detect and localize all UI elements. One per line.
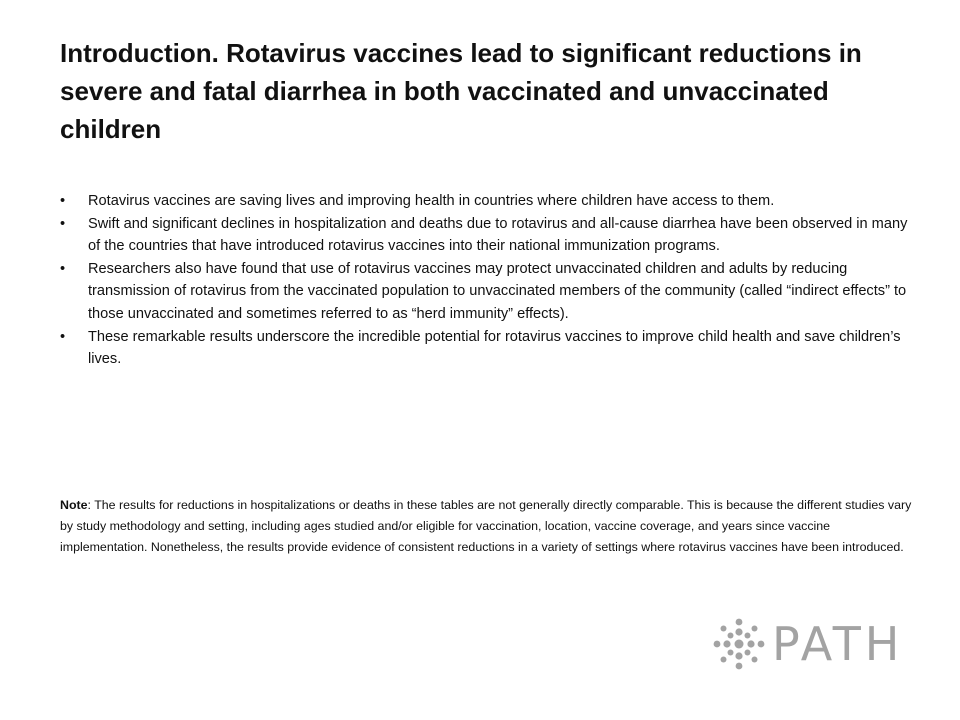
path-logo bbox=[712, 616, 912, 672]
note-label: Note bbox=[60, 498, 88, 512]
bullet-item bbox=[60, 326, 920, 371]
bullet-text: Rotavirus vaccines are saving lives and improving health in countries where children have access to them. bbox=[88, 193, 775, 209]
bullet-list bbox=[60, 190, 920, 371]
bullet-glyph: • bbox=[60, 260, 66, 277]
note-paragraph bbox=[60, 495, 920, 558]
bullet-text: Researchers also have found that use of rotavirus vaccines may protect unvaccinated children and adults by reducing transmission of rotavirus from the vaccinated population to unvaccinated members of the community (called “indirect effects” to those unvaccinated and sometimes referred to as “herd immunity” effects). bbox=[88, 260, 907, 322]
bullet-glyph: • bbox=[60, 215, 66, 232]
note-text: : The results for reductions in hospitalizations or deaths in these tables are not generally directly comparable. This is because the different studies vary by study methodology and setting, including ages studied and/or eligible for vaccination, location, vaccine coverage, and years since vaccine implementation. Nonetheless, the results provide evidence of consistent reductions in a variety of settings where rotavirus vaccines have been introduced. bbox=[60, 498, 912, 554]
logo-wordmark: PATH bbox=[772, 617, 904, 671]
bullet-glyph: • bbox=[60, 193, 66, 209]
title-rest: . Rotavirus vaccines lead to significant reductions in severe and fatal diarrhea in both vaccinated and unvaccinated children bbox=[60, 38, 862, 144]
bullet-text: Swift and significant declines in hospitalization and deaths due to rotavirus and all-cause diarrhea have been observed in many of the countries that have introduced rotavirus vaccines into their national immunization programs. bbox=[88, 215, 908, 255]
bullet-item bbox=[60, 258, 920, 326]
title-lead: Introduction bbox=[60, 38, 212, 68]
path-logo-mark-icon bbox=[712, 617, 766, 671]
bullet-item bbox=[60, 213, 920, 258]
bullet-glyph: • bbox=[60, 328, 66, 345]
slide-title bbox=[60, 34, 920, 148]
bullet-text: These remarkable results underscore the incredible potential for rotavirus vaccines to improve child health and save children’s lives. bbox=[88, 328, 901, 368]
bullet-item bbox=[60, 190, 920, 213]
